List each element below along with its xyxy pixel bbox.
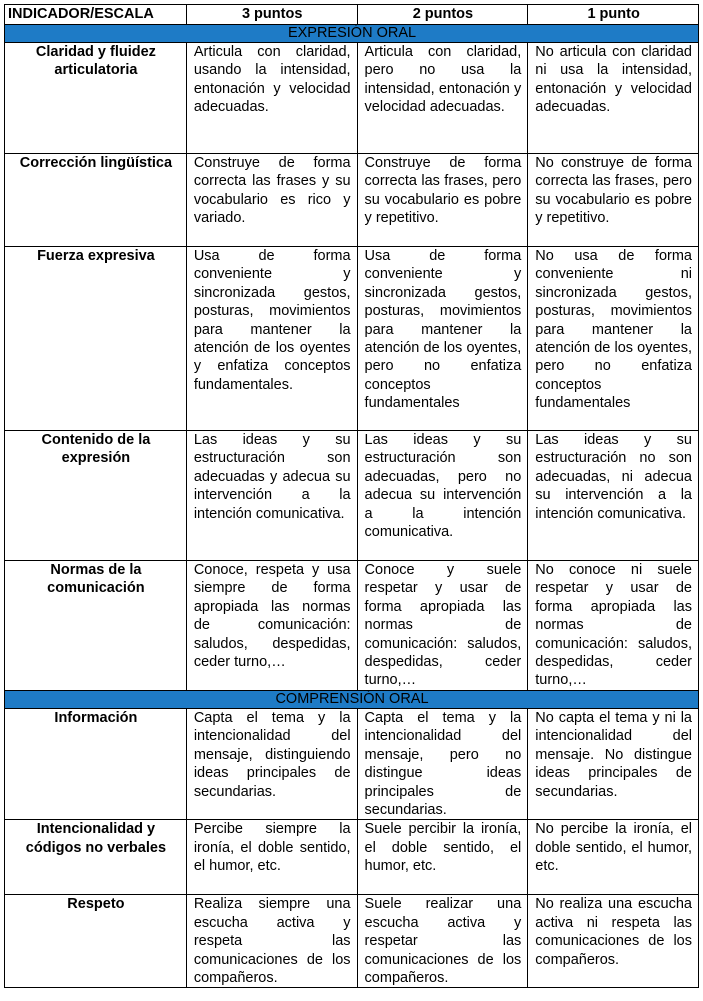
- cell-3-points: Percibe siempre la ironía, el doble sentido, el humor, etc.: [186, 820, 357, 895]
- cell-2-points: Las ideas y su estructuración son adecuadas, pero no adecua su intervención a la intención comunicativa.: [357, 431, 528, 561]
- cell-2-points: Construye de forma correcta las frases, pero su vocabulario es pobre y repetitivo.: [357, 154, 528, 247]
- header-indicator: INDICADOR/ESCALA: [5, 5, 187, 25]
- cell-1-point: No percibe la ironía, el doble sentido, el humor, etc.: [528, 820, 699, 895]
- table-row: [5, 820, 699, 895]
- cell-3-points: Construye de forma correcta las frases y su vocabulario es rico y variado.: [186, 154, 357, 247]
- indicator-cell: Contenido de la expresión: [5, 431, 187, 561]
- cell-2-points: Suele percibir la ironía, el doble sentido, el humor, etc.: [357, 820, 528, 895]
- indicator-cell: Normas de la comunicación: [5, 561, 187, 691]
- header-3-points: 3 puntos: [186, 5, 357, 25]
- cell-3-points: Usa de forma conveniente y sincronizada gestos, posturas, movimientos para mantener la atención de los oyentes y enfatiza conceptos fundamentales.: [186, 247, 357, 431]
- cell-1-point: Las ideas y su estructuración no son adecuadas, ni adecua su intervención a la intención comunicativa.: [528, 431, 699, 561]
- header-2-points: 2 puntos: [357, 5, 528, 25]
- table-row: [5, 709, 699, 820]
- cell-1-point: No capta el tema y ni la intencionalidad del mensaje. No distingue ideas principales de secundarias.: [528, 709, 699, 820]
- indicator-cell: Intencionalidad y códigos no verbales: [5, 820, 187, 895]
- cell-1-point: No realiza una escucha activa ni respeta las comunicaciones de los compañeros.: [528, 895, 699, 988]
- section-title-expresion-oral: EXPRESIÓN ORAL: [5, 25, 699, 43]
- cell-1-point: No articula con claridad ni usa la intensidad, entonación y velocidad adecuadas.: [528, 43, 699, 154]
- rubric-table: [4, 4, 699, 988]
- cell-2-points: Capta el tema y la intencionalidad del mensaje, pero no distingue ideas principales de secundarias.: [357, 709, 528, 820]
- indicator-cell: Respeto: [5, 895, 187, 988]
- cell-1-point: No usa de forma conveniente ni sincronizada gestos, posturas, movimientos para mantener la atención de los oyentes, pero no enfatiza conceptos fundamentales: [528, 247, 699, 431]
- cell-2-points: Usa de forma conveniente y sincronizada gestos, posturas, movimientos para mantener la atención de los oyentes, pero no enfatiza conceptos fundamentales: [357, 247, 528, 431]
- table-row: [5, 43, 699, 154]
- indicator-cell: Fuerza expresiva: [5, 247, 187, 431]
- table-row: [5, 247, 699, 431]
- cell-3-points: Las ideas y su estructuración son adecuadas y adecua su intervención a la intención comunicativa.: [186, 431, 357, 561]
- table-row: [5, 561, 699, 691]
- header-1-point: 1 punto: [528, 5, 699, 25]
- cell-3-points: Capta el tema y la intencionalidad del mensaje, distinguiendo ideas principales de secundarias.: [186, 709, 357, 820]
- indicator-cell: Información: [5, 709, 187, 820]
- cell-2-points: Suele realizar una escucha activa y respetar las comunicaciones de los compañeros.: [357, 895, 528, 988]
- table-row: [5, 431, 699, 561]
- indicator-cell: Corrección lingüística: [5, 154, 187, 247]
- cell-1-point: No construye de forma correcta las frases, pero su vocabulario es pobre y repetitivo.: [528, 154, 699, 247]
- cell-1-point: No conoce ni suele respetar y usar de forma apropiada las normas de comunicación: saludos, despedidas, ceder turno,…: [528, 561, 699, 691]
- indicator-cell: Claridad y fluidez articulatoria: [5, 43, 187, 154]
- cell-2-points: Articula con claridad, pero no usa la intensidad, entonación y velocidad adecuadas.: [357, 43, 528, 154]
- section-row-expresion: [5, 25, 699, 43]
- cell-3-points: Articula con claridad, usando la intensidad, entonación y velocidad adecuadas.: [186, 43, 357, 154]
- section-row-comprension: [5, 691, 699, 709]
- header-row: [5, 5, 699, 25]
- table-row: [5, 895, 699, 988]
- section-title-comprension-oral: COMPRENSIÓN ORAL: [5, 691, 699, 709]
- table-row: [5, 154, 699, 247]
- cell-2-points: Conoce y suele respetar y usar de forma apropiada las normas de comunicación: saludos, despedidas, ceder turno,…: [357, 561, 528, 691]
- cell-3-points: Conoce, respeta y usa siempre de forma apropiada las normas de comunicación: saludos, despedidas, ceder turno,…: [186, 561, 357, 691]
- cell-3-points: Realiza siempre una escucha activa y respeta las comunicaciones de los compañeros.: [186, 895, 357, 988]
